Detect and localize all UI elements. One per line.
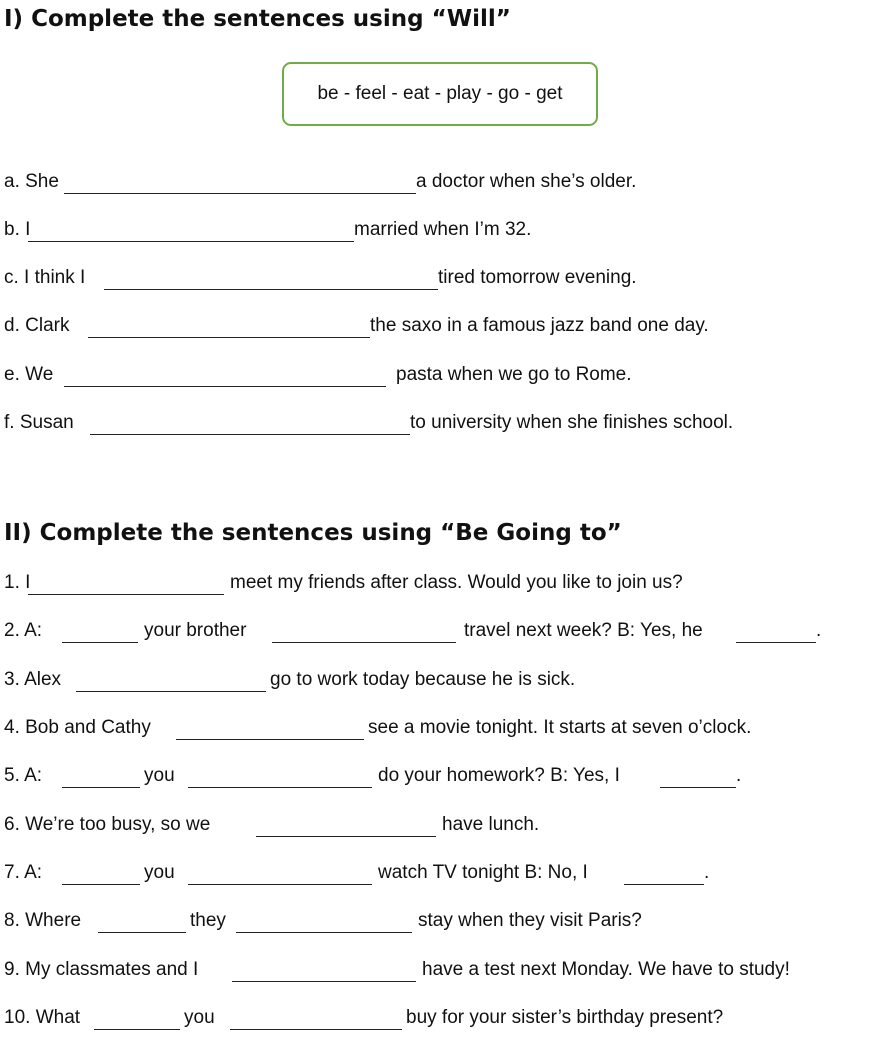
item-6-blank-1[interactable] <box>256 836 436 837</box>
item-2-text-1: 2. A: <box>4 620 43 641</box>
item-6-text-1: 6. We’re too busy, so we <box>4 814 211 835</box>
item-5-text-3: do your homework? B: Yes, I <box>378 765 620 786</box>
item-5-blank-2[interactable] <box>188 787 372 788</box>
item-2-blank-1[interactable] <box>62 642 138 643</box>
item-7-blank-1[interactable] <box>62 884 140 885</box>
item-10-text-3: buy for your sister’s birthday present? <box>406 1007 724 1028</box>
item-4-text-1: 4. Bob and Cathy <box>4 717 151 738</box>
sentence-f-start: f. Susan <box>4 412 74 433</box>
item-3-text-2: go to work today because he is sick. <box>270 669 576 690</box>
item-7-blank-3[interactable] <box>624 884 704 885</box>
item-3-blank-1[interactable] <box>76 691 266 692</box>
item-3-text-1: 3. Alex <box>4 669 62 690</box>
item-8-blank-2[interactable] <box>236 932 412 933</box>
answer-blank-f[interactable] <box>90 434 410 435</box>
sentence-a-end: a doctor when she’s older. <box>416 171 637 192</box>
item-9-text-2: have a test next Monday. We have to study! <box>422 959 790 980</box>
sentence-d-start: d. Clark <box>4 315 70 336</box>
answer-blank-d[interactable] <box>88 337 370 338</box>
sentence-c-end: tired tomorrow evening. <box>438 267 637 288</box>
word-bank-box <box>282 62 598 126</box>
sentence-b-start: b. I <box>4 219 31 240</box>
item-10-text-2: you <box>184 1007 215 1028</box>
item-4-text-2: see a movie tonight. It starts at seven o’clock. <box>368 717 752 738</box>
item-8-text-3: stay when they visit Paris? <box>418 910 642 931</box>
item-7-text-2: you <box>144 862 175 883</box>
answer-blank-b[interactable] <box>28 241 354 242</box>
section-2-title: II) Complete the sentences using “Be Going to” <box>4 520 622 546</box>
item-5-text-4: . <box>736 765 742 786</box>
item-10-blank-1[interactable] <box>94 1029 180 1030</box>
item-5-text-2: you <box>144 765 175 786</box>
item-7-text-1: 7. A: <box>4 862 43 883</box>
item-10-blank-2[interactable] <box>230 1029 402 1030</box>
answer-blank-a[interactable] <box>64 193 416 194</box>
item-9-text-1: 9. My classmates and I <box>4 959 199 980</box>
item-4-blank-1[interactable] <box>176 739 364 740</box>
item-6-text-2: have lunch. <box>442 814 540 835</box>
item-2-blank-3[interactable] <box>736 642 816 643</box>
sentence-d-end: the saxo in a famous jazz band one day. <box>370 315 709 336</box>
item-2-text-2: your brother <box>144 620 247 641</box>
item-1-text-2: meet my friends after class. Would you like to join us? <box>230 572 683 593</box>
item-7-text-3: watch TV tonight B: No, I <box>378 862 588 883</box>
sentence-b-end: married when I’m 32. <box>354 219 532 240</box>
item-7-text-4: . <box>704 862 710 883</box>
item-2-blank-2[interactable] <box>272 642 456 643</box>
item-1-blank-1[interactable] <box>28 594 224 595</box>
answer-blank-e[interactable] <box>64 386 386 387</box>
section-1-title: I) Complete the sentences using “Will” <box>4 6 511 32</box>
item-1-text-1: 1. I <box>4 572 31 593</box>
word-bank-text: be - feel - eat - play - go - get <box>317 83 563 104</box>
item-8-text-2: they <box>190 910 226 931</box>
item-2-text-3: travel next week? B: Yes, he <box>464 620 703 641</box>
sentence-c-start: c. I think I <box>4 267 86 288</box>
sentence-a-start: a. She <box>4 171 59 192</box>
item-8-blank-1[interactable] <box>98 932 186 933</box>
item-7-blank-2[interactable] <box>188 884 372 885</box>
sentence-e-end: pasta when we go to Rome. <box>396 364 632 385</box>
item-5-blank-3[interactable] <box>660 787 736 788</box>
item-5-blank-1[interactable] <box>62 787 140 788</box>
item-2-text-4: . <box>816 620 822 641</box>
item-9-blank-1[interactable] <box>232 981 416 982</box>
item-10-text-1: 10. What <box>4 1007 81 1028</box>
answer-blank-c[interactable] <box>104 289 438 290</box>
item-8-text-1: 8. Where <box>4 910 82 931</box>
sentence-f-end: to university when she finishes school. <box>410 412 734 433</box>
item-5-text-1: 5. A: <box>4 765 43 786</box>
sentence-e-start: e. We <box>4 364 54 385</box>
